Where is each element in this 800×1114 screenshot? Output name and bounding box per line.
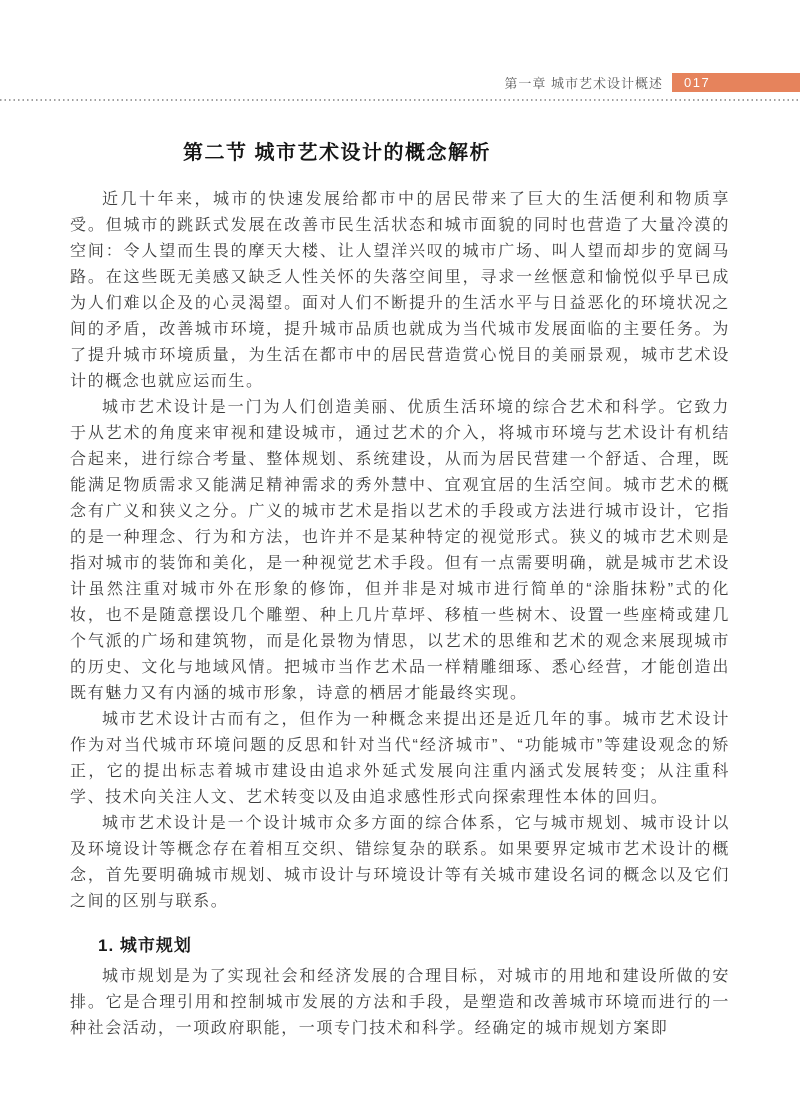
running-chapter-title: 第一章 城市艺术设计概述 bbox=[504, 76, 663, 91]
paragraph: 城市艺术设计是一门为人们创造美丽、优质生活环境的综合艺术和科学。它致力于从艺术的角度来审视和建设城市，通过艺术的介入，将城市环境与艺术设计有机结合起来，进行综合考量、整体规划、系统建设，从而为居民营建一个舒适、合理，既能满足物质需求又能满足精神需求的秀外慧中、宜观宜居的生活空间。城市艺术的概念有广义和狭义之分。广义的城市艺术是指以艺术的手段或方法进行城市设计，它指的是一种理念、行为和方法，也许并不是某种特定的视觉形式。狭义的城市艺术则是指对城市的装饰和美化，是一种视觉艺术手段。但有一点需要明确，就是城市艺术设计虽然注重对城市外在形象的修饰，但并非是对城市进行简单的“涂脂抹粉”式的化妆，也不是随意摆设几个雕塑、种上几片草坪、移植一些树木、设置一些座椅或建几个气派的广场和建筑物，而是化景物为情思，以艺术的思维和艺术的观念来展现城市的历史、文化与地域风情。把城市当作艺术品一样精雕细琢、悉心经营，才能创造出既有魅力又有内涵的城市形象，诗意的栖居才能最终实现。 bbox=[70, 399, 730, 702]
page-body bbox=[70, 187, 730, 1042]
page-header bbox=[504, 73, 800, 92]
paragraph: 近几十年来，城市的快速发展给都市中的居民带来了巨大的生活便利和物质享受。但城市的跳跃式发展在改善市民生活状态和城市面貌的同时也营造了大量冷漠的空间：令人望而生畏的摩天大楼、让人望洋兴叹的城市广场、叫人望而却步的宽阔马路。在这些既无美感又缺乏人性关怀的失落空间里，寻求一丝惬意和愉悦似乎早已成为人们难以企及的心灵渴望。面对人们不断提升的生活水平与日益恶化的环境状况之间的矛盾，改善城市环境，提升城市品质也就成为当代城市发展面临的主要任务。为了提升城市环境质量，为生活在都市中的居民营造赏心悦目的美丽景观，城市艺术设计的概念也就应运而生。 bbox=[70, 191, 730, 390]
paragraph: 城市艺术设计是一个设计城市众多方面的综合体系，它与城市规划、城市设计以及环境设计等概念存在着相互交织、错综复杂的联系。如果要界定城市艺术设计的概念，首先要明确城市规划、城市设计与环境设计等有关城市建设名词的概念以及它们之间的区别与联系。 bbox=[70, 815, 730, 910]
subsection-heading: 1. 城市规划 bbox=[98, 936, 192, 955]
header-divider-rule bbox=[0, 99, 800, 101]
paragraph: 城市规划是为了实现社会和经济发展的合理目标，对城市的用地和建设所做的安排。它是合理引用和控制城市发展的方法和手段，是塑造和改善城市环境而进行的一种社会活动，一项政府职能，一项专门技术和科学。经确定的城市规划方案即 bbox=[70, 968, 730, 1037]
paragraph: 城市艺术设计古而有之，但作为一种概念来提出还是近几年的事。城市艺术设计作为对当代城市环境问题的反思和针对当代“经济城市”、“功能城市”等建设观念的矫正，它的提出标志着城市建设由追求外延式发展向注重内涵式发展转变；从注重科学、技术向关注人文、艺术转变以及由追求感性形式向探索理性本体的回归。 bbox=[70, 711, 730, 806]
section-title: 第二节 城市艺术设计的概念解析 bbox=[183, 142, 492, 164]
page-number-badge: 017 bbox=[672, 73, 800, 92]
